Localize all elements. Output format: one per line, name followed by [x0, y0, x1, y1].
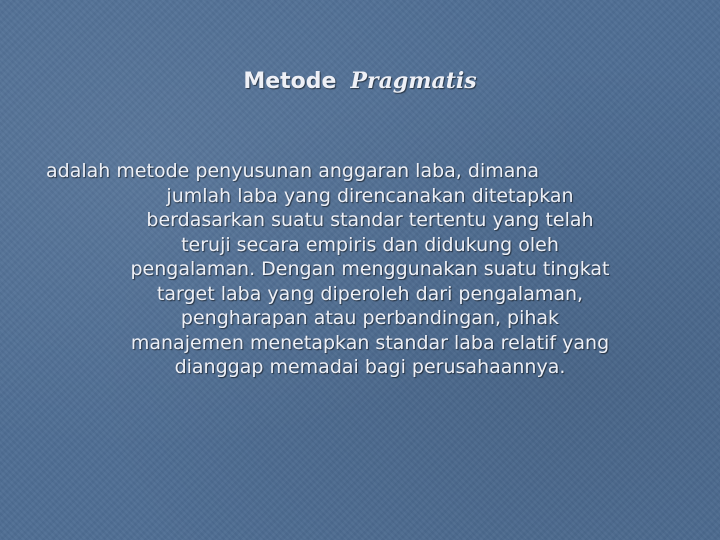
- body-line: pengharapan atau perbandingan, pihak: [180, 307, 560, 329]
- slide-title: [0, 68, 720, 95]
- title-italic-text: Pragmatis: [350, 68, 477, 94]
- body-line: pengalaman. Dengan menggunakan suatu tingkat: [130, 258, 610, 280]
- body-paragraph: [40, 159, 700, 380]
- body-line: berdasarkan suatu standar tertentu yang telah: [146, 209, 594, 231]
- body-line: manajemen menetapkan standar laba relatif yang: [130, 331, 610, 354]
- body-line: dianggap memadai bagi perusahaannya.: [174, 356, 566, 378]
- body-line: jumlah laba yang direncanakan ditetapkan: [166, 184, 574, 207]
- body-line: teruji secara empiris dan didukung oleh: [181, 233, 559, 256]
- body-line: adalah metode penyusunan anggaran laba, dimana: [46, 160, 540, 182]
- body-line: target laba yang diperoleh dari pengalaman,: [156, 282, 584, 305]
- title-text: Metode: [243, 69, 337, 94]
